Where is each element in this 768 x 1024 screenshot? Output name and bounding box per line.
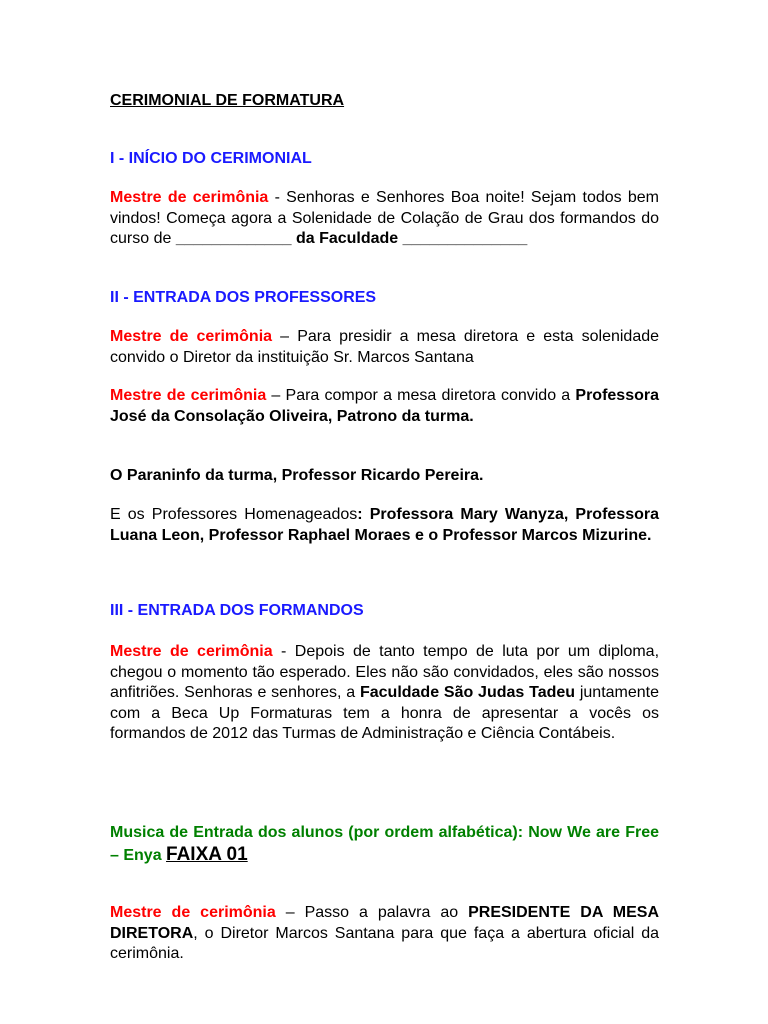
- paragraph-text: Para presidir a mesa diretora e esta solenidade convido o Diretor da instituição Sr. Marcos Santana: [110, 328, 660, 366]
- separator: –: [275, 904, 305, 921]
- paragraph-text: Depois de tanto tempo de luta por um diploma, chegou o momento tão esperado. Eles não são convidados, eles são nossos anfitriões. Senhoras e senhores, a: [110, 643, 660, 701]
- blank-curso: _____________: [175, 230, 292, 247]
- homenageados-names: : Professora Mary Wanyza, Professora Luana Leon, Professor Raphael Moraes e o Professor Marcos Mizurine.: [110, 506, 659, 544]
- separator: –: [266, 387, 286, 404]
- mc-label: Mestre de cerimônia: [110, 643, 273, 660]
- faculdade-label: da Faculdade: [295, 230, 399, 247]
- separator: -: [268, 189, 287, 206]
- separator: –: [272, 328, 298, 345]
- section-heading-formandos: III - ENTRADA DOS FORMANDOS: [110, 602, 364, 619]
- patrono-name: Professora José da Consolação Oliveira, Patrono da turma.: [110, 387, 659, 425]
- music-text: Musica de Entrada dos alunos (por ordem alfabética): Now We are Free – Enya: [110, 824, 659, 864]
- paragraph-presidir: [110, 327, 659, 368]
- paragraph-paraninfo: O Paraninfo da turma, Professor Ricardo Pereira.: [110, 467, 484, 484]
- blank-faculdade: ______________: [402, 230, 528, 247]
- mc-label: Mestre de cerimônia: [110, 904, 276, 921]
- faixa-label: FAIXA 01: [166, 844, 248, 865]
- paragraph-text: Para compor a mesa diretora convido a: [285, 387, 576, 404]
- separator: -: [272, 643, 295, 660]
- paragraph-text: Senhoras e Senhores Boa noite! Sejam todos bem vindos! Começa agora a Solenidade de Colação de Grau dos formandos do curso de: [110, 189, 660, 247]
- mc-label: Mestre de cerimônia: [110, 387, 267, 404]
- paragraph-homenageados: [110, 505, 659, 546]
- faculdade-name: Faculdade São Judas Tadeu: [359, 684, 576, 701]
- paragraph-text: juntamente com a Beca Up Formaturas tem a honra de apresentar a vocês os formandos de 2012 das Turmas de Administração e Ciência Contábeis.: [110, 684, 660, 742]
- paragraph-compor-mesa: [110, 386, 659, 427]
- music-instruction: [110, 822, 659, 867]
- presidente-label: PRESIDENTE DA MESA DIRETORA: [110, 904, 660, 942]
- paragraph-text: Passo a palavra ao: [304, 904, 469, 921]
- paragraph-abertura: [110, 188, 659, 250]
- paragraph-text: , o Diretor Marcos Santana para que faça a abertura oficial da cerimônia.: [110, 924, 659, 962]
- mc-label: Mestre de cerimônia: [110, 328, 273, 345]
- paragraph-presidente: [110, 903, 659, 965]
- page-title: CERIMONIAL DE FORMATURA: [110, 92, 345, 109]
- paragraph-text: E os Professores Homenageados: [110, 506, 358, 523]
- paragraph-formandos: [110, 642, 659, 745]
- section-heading-professores: II - ENTRADA DOS PROFESSORES: [110, 289, 377, 306]
- section-heading-inicio: I - INÍCIO DO CERIMONIAL: [110, 150, 312, 167]
- mc-label: Mestre de cerimônia: [110, 189, 269, 206]
